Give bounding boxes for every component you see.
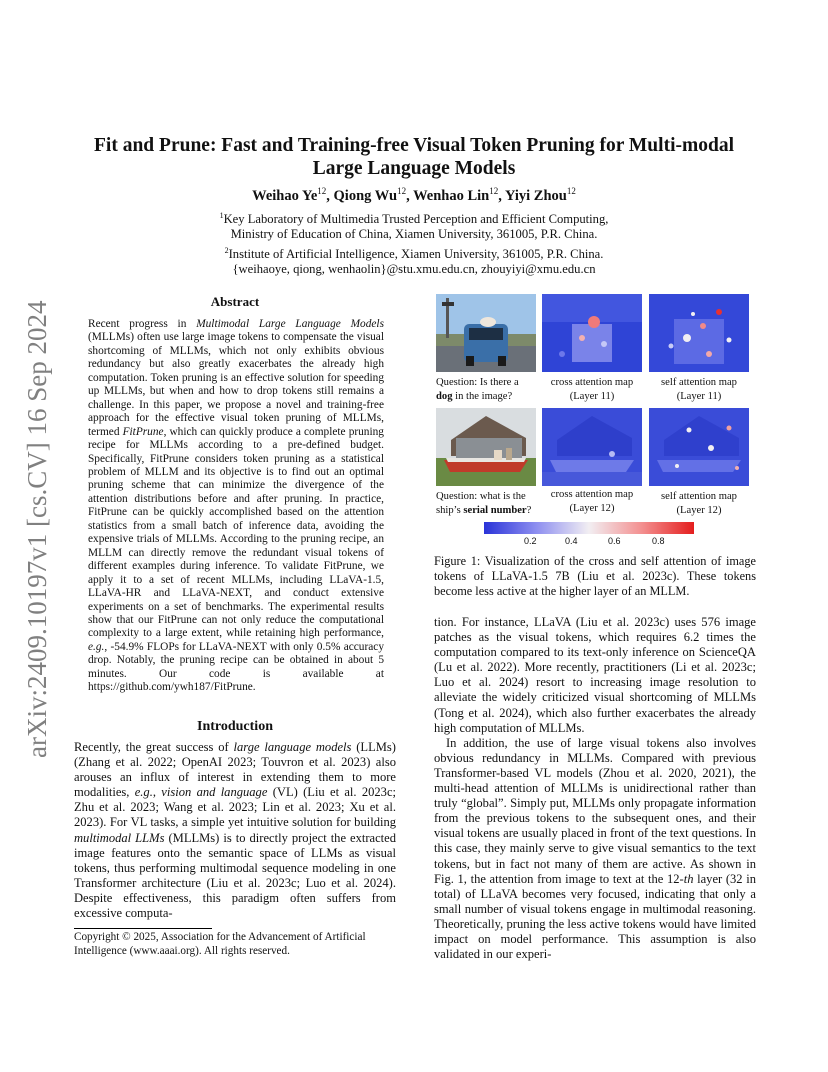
colorbar-tick: 0.2: [524, 536, 537, 546]
self-attention-label-layer-11: self attention map (Layer 11): [661, 377, 737, 402]
self-attention-label-layer-12: self attention map (Layer 12): [661, 491, 737, 516]
affiliations: [80, 208, 748, 277]
introduction-body: Recently, the great success of large language models (LLMs) (Zhang et al. 2022; OpenAI 2023; Touvron et al. 2023) also arouses an influx of interest in extending them to more modalities, e.g., vision and language (VL) (Liu et al. 2023c; Zhu et al. 2023; Wang et al. 2023; Lin et al. 2023; Xu et al. 2023). For VL tasks, a simple yet intuitive solution for building multimodal LLMs (MLLMs) is to directly project the extracted image features onto the semantic space of LLMs as visual tokens, thus performing multimodal sequence modeling in one Transformer architecture (Liu et al. 2023c; Luo et al. 2024). Despite effectiveness, this paradigm often suffers from excessive computa-: [74, 740, 397, 921]
paragraph-redundancy: In addition, the use of large visual tokens also involves obvious redundancy in MLLMs. Compared with previous Transformer-based VL models (Zhou et al. 2020, 2021), the multi-head attention of MLLMs is unidirectional rather than truly “global”. Simply put, MLLMs only propagate information from the previous tokens to the subsequent ones, and their visual tokens are usually placed in front of the text questions. In this case, they mainly serve to give visual semantics to the text tokens, but in fact not many of them are active. As shown in Fig. 1, the attention from image to text at the 12-th layer (32 in total) of LLaVA becomes very focused, indicating that only a small number of visual tokens engage in multimodal reasoning. Theoretically, pruning the less active tokens would have limited impact on model performance. This assumption is also validated in our experi-: [434, 735, 756, 962]
boat-photo: [436, 408, 536, 486]
car-dog-photo: [436, 294, 536, 372]
introduction-heading: Introduction: [197, 719, 273, 734]
author-emails: {weihaoye, qiong, wenhaolin}@stu.xmu.edu.cn, zhouyiyi@xmu.edu.cn: [232, 261, 596, 276]
arxiv-identifier: arXiv:2409.10197v1 [cs.CV] 16 Sep 2024: [22, 300, 52, 758]
attention-colorbar: [484, 522, 694, 534]
cross-attention-label-layer-12: cross attention map (Layer 12): [550, 489, 634, 514]
arxiv-stamp: [6, 290, 60, 760]
figure-row-1-question: Question: Is there a dog in the image?: [436, 377, 519, 402]
author-list: Weihao Ye$^{12}$, Qiong Wu$^{12}$, Wenhao Lin$^{12}$, Yiyi Zhou$^{12}$: [252, 186, 576, 204]
colorbar-tick: 0.6: [608, 536, 621, 546]
copyright-footnote: Copyright © 2025, Association for the Advancement of Artificial Intelligence (www.aaai.org). All rights reserved.: [74, 931, 366, 957]
author-name: Yiyi Zhou: [504, 187, 567, 204]
figure-row-2-question: Question: what is the ship’s serial number?: [436, 491, 532, 516]
author-name: Weihao Ye: [252, 187, 318, 204]
self-attention-map-layer-11: [649, 294, 749, 372]
self-attention-map-layer-12: [649, 408, 749, 486]
abstract-heading: Abstract: [210, 294, 260, 309]
colorbar-tick: 0.4: [565, 536, 578, 546]
figure-1-caption: Figure 1: Visualization of the cross and self attention of image tokens of LLaVA-1.5 7B (Liu et al. 2023c). These tokens become less active at the higher layer of an MLLM.: [434, 554, 756, 599]
footnote-rule: [74, 928, 212, 929]
abstract-body: Recent progress in Multimodal Large Language Models (MLLMs) often use large image tokens to compensate the visual shortcoming of MLLMs, which not only exhibits obvious redundancy but also greatly exacerbates the already high computation. Token pruning is an effective solution for speeding up MLLMs, but when and how to drop tokens still remains a challenge. In this paper, we propose a novel and training-free approach for the effective visual token pruning of MLLMs, termed FitPrune, which can quickly produce a complete pruning recipe for MLLMs according to a pre-defined budget. Specifically, FitPrune considers token pruning as a statistical problem of MLLM and its objective is to find out an optimal pruning scheme that can minimize the divergence of the attention distributions before and after pruning. In practice, FitPrune can be quickly accomplished based on the attention statistics from a small batch of inference data, avoiding the expensive trials of MLLMs. According to the pruning recipe, an MLLM can directly remove the redundant visual tokens of different examples during inference. To validate FitPrune, we apply it to a set of recent MLLMs, including LLaVA-1.5, LLaVA-HR and LLaVA-NEXT, and conduct extensive experiments on a set of benchmarks. The experimental results show that our FitPrune can not only reduce the computational complexity to a large extent, while retaining high performance, e.g., -54.9% FLOPs for LLaVA-NEXT with only 0.5% accuracy drop. Notably, the pruning recipe can be obtained in about 5 minutes. Our code is available at https://github.com/ywh187/FitPrune.: [88, 318, 384, 694]
affiliation-2: $^2$Institute of Artificial Intelligence, Xiamen University, 361005, P.R. China.: [224, 245, 604, 261]
author-name: Qiong Wu: [333, 187, 398, 204]
affiliation-1-line-2: Ministry of Education of China, Xiamen University, 361005, P.R. China.: [230, 227, 598, 242]
right-column-body: [434, 615, 756, 962]
affiliation-1-line-1: $^1$Key Laboratory of Multimedia Trusted Perception and Efficient Computing,: [219, 211, 609, 227]
cross-attention-map-layer-11: [542, 294, 642, 372]
author-name: Wenhao Lin: [413, 187, 490, 204]
paragraph-continued: tion. For instance, LLaVA (Liu et al. 2023c) uses 576 image patches as the visual tokens, which requires 6.2 times the computation compared to its text-only inference on ScienceQA (Lu et al. 2022). More recently, practitioners (Li et al. 2023c; Luo et al. 2024) resort to increasing image resolution to alleviate the widely criticized visual shortcoming of MLLMs (Tong et al. 2024), which also further exacerbates the already high computation of MLLMs.: [434, 615, 756, 735]
cross-attention-map-layer-12: [542, 408, 642, 486]
colorbar-tick: 0.8: [652, 536, 665, 546]
paper-title: Fit and Prune: Fast and Training-free Visual Token Pruning for Multi-modal Large Language Models: [94, 135, 734, 179]
cross-attention-label-layer-11: cross attention map (Layer 11): [550, 377, 634, 402]
